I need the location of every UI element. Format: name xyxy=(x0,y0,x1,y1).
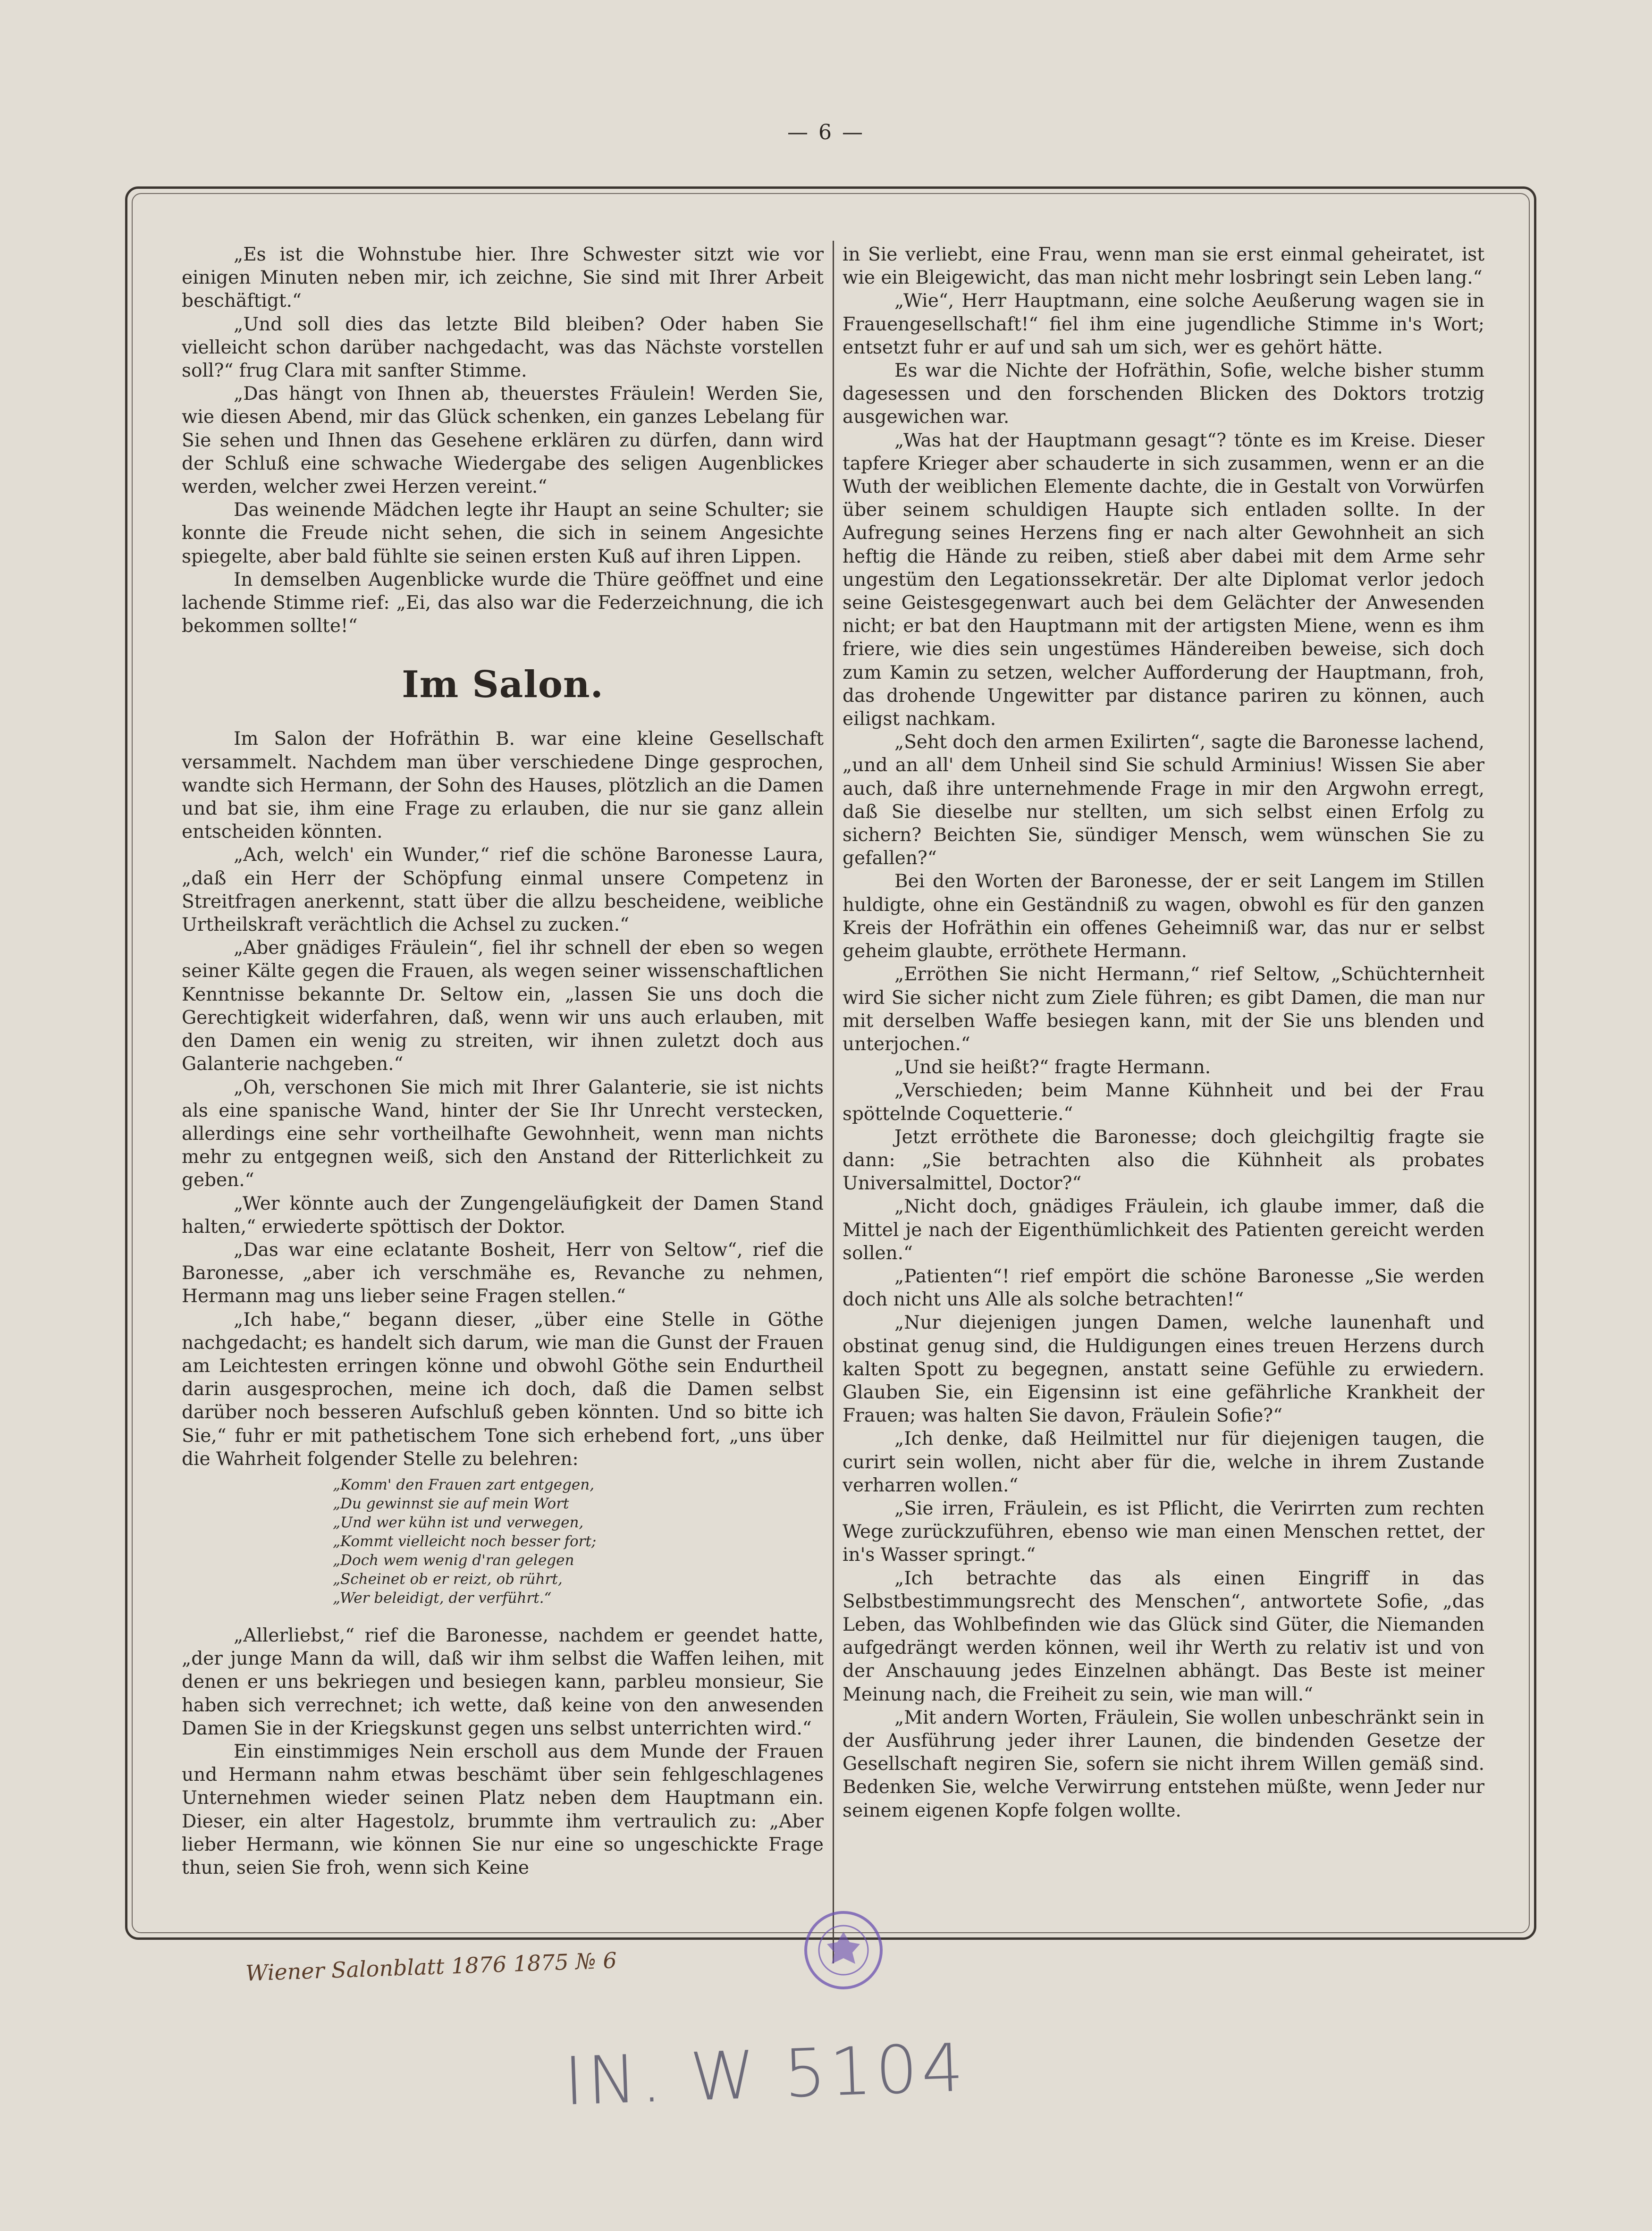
paragraph: „Oh, verschonen Sie mich mit Ihrer Galanterie, sie ist nichts als eine spanische Wand, hinter der Sie Ihr Unrecht verstecken, allerdings eine sehr vortheilhafte Gewohnheit, wenn man nichts mehr zu entgegnen weiß, sich den Anstand der Ritterlichkeit zu geben.“ xyxy=(182,1077,824,1191)
shelfmark: IN. W 5104 xyxy=(563,2029,969,2121)
poem-line: „Komm' den Frauen zart entgegen, xyxy=(333,1476,595,1493)
left-paragraphs-after-poem xyxy=(182,1624,824,1879)
paragraph: „Allerliebst,“ rief die Baronesse, nachdem er geendet hatte, „der junge Mann da will, daß wir ihm selbst die Waffen leihen, mit denen er uns bekriegen und besiegen kann, parbleu monsieur, Sie haben sich verrechnet; ich wette, daß keine von den anwesenden Damen Sie in der Kriegskunst gegen uns selbst unterrichten wird.“ xyxy=(182,1625,824,1739)
paragraph: „Wie“, Herr Hauptmann, eine solche Aeußerung wagen sie in Frauengesellschaft!“ fiel ihm eine jugendliche Stimme in's Wort; entsetzt fuhr er auf und sah um sich, wer es gehört hätte. xyxy=(843,290,1484,358)
paragraph: Bei den Worten der Baronesse, der er seit Langem im Stillen huldigte, ohne ein Geständniß zu wagen, obwohl es für den ganzen Kreis der Hofräthin ein offenes Geheimniß war, das nur er selbst geheim glaubte, erröthete Hermann. xyxy=(843,871,1484,962)
paragraph: Ein einstimmiges Nein erscholl aus dem Munde der Frauen und Hermann nahm etwas beschämt über sein fehlgeschlagenes Unternehmen wieder seinen Platz neben dem Hauptmann ein. Dieser, ein alter Hagestolz, brummte ihm vertraulich zu: „Aber lieber Hermann, wie können Sie nur eine so ungeschickte Frage thun, seien Sie froh, wenn sich Keine xyxy=(182,1741,824,1878)
paragraph: „Und soll dies das letzte Bild bleiben? Oder haben Sie vielleicht schon darüber nachgedacht, was das Nächste vorstellen soll?“ frug Clara mit sanfter Stimme. xyxy=(182,313,824,382)
poem xyxy=(333,1475,824,1608)
poem-line: „Doch wem wenig d'ran gelegen xyxy=(333,1551,574,1569)
left-paragraphs-before xyxy=(182,243,824,638)
paragraph: „Aber gnädiges Fräulein“, fiel ihr schnell der eben so wegen seiner Kälte gegen die Frauen, als wegen seiner wissenschaftlichen Kenntnisse bekannte Dr. Seltow ein, „lassen Sie uns doch die Gerechtigkeit widerfahren, daß, wenn wir uns auch erlauben, mit den Damen ein wenig zu streiten, wir ihnen zuletzt doch aus Galanterie nachgeben.“ xyxy=(182,937,824,1075)
paragraph: Es war die Nichte der Hofräthin, Sofie, welche bisher stumm dagesessen und den forschenden Blicken des Doktors trotzig ausgewichen war. xyxy=(843,360,1484,428)
right-column xyxy=(843,243,1484,1949)
paragraph: „Was hat der Hauptmann gesagt“? tönte es im Kreise. Dieser tapfere Krieger aber schauderte in sich zusammen, wenn er an die Wuth der weiblichen Elemente dachte, die in Gestalt von Vorwürfen über seinem schuldigen Haupte sich entladen sollte. In der Aufregung seines Herzens fing er nach alter Gewohnheit an sich heftig die Hände zu reiben, stieß aber dabei mit dem Arme sehr ungestüm den Legationssekretär. Der alte Diplomat verlor jedoch seine Geistesgegenwart auch bei dem Gelächter der Anwesenden nicht; er bat den Hauptmann mit der artigsten Miene, wenn es ihm friere, wie dies sein ungestümes Händereiben beweise, sich doch zum Kamin zu setzen, welcher Aufforderung der Hauptmann, froh, das drohende Ungewitter par distance pariren zu können, auch eiligst nachkam. xyxy=(843,429,1484,730)
section-heading: Im Salon. xyxy=(402,663,604,707)
right-paragraphs xyxy=(843,243,1484,1822)
paragraph: „Das hängt von Ihnen ab, theuerstes Fräulein! Werden Sie, wie diesen Abend, mir das Glück schenken, ein ganzes Lebelang für Sie sehen und Ihnen das Gesehene erklären zu dürfen, dann wird der Schluß eine schwache Wiedergabe des seligen Augenblickes werden, welcher zwei Herzen vereint.“ xyxy=(182,383,824,498)
paragraph: „Ich habe,“ begann dieser, „über eine Stelle in Göthe nachgedacht; es handelt sich darum, wie man die Gunst der Frauen am Leichtesten erringen könne und obwohl Göthe sein Endurtheil darin ausgesprochen, meine ich doch, daß die Damen selbst darüber noch besseren Aufschluß geben könnten. Und so bitte ich Sie,“ fuhr er mit pathetischem Tone sich erhebend fort, „uns über die Wahrheit folgender Stelle zu belehren: xyxy=(182,1309,824,1470)
paragraph: „Und sie heißt?“ fragte Hermann. xyxy=(894,1057,1211,1078)
paragraph: „Verschieden; beim Manne Kühnheit und bei der Frau spöttelnde Coquetterie.“ xyxy=(843,1080,1484,1125)
paragraph: Im Salon der Hofräthin B. war eine kleine Gesellschaft versammelt. Nachdem man über verschiedene Dinge gesprochen, wandte sich Hermann, der Sohn des Hauses, plötzlich an die Damen und bat sie, ihm eine Frage zu erlauben, die nur sie ganz allein entscheiden könnten. xyxy=(182,728,824,843)
paragraph: „Nur diejenigen jungen Damen, welche launenhaft und obstinat genug sind, die Huldigungen eines treuen Herzens durch kalten Spott zu begegnen, anstatt seine Gefühle zu erwiedern. Glauben Sie, ein Eigensinn ist eine gefährliche Krankheit der Frauen; was halten Sie davon, Fräulein Sofie?“ xyxy=(843,1312,1484,1427)
poem-line: „Scheinet ob er reizt, ob rührt, xyxy=(333,1570,563,1588)
paragraph: „Wer könnte auch der Zungengeläufigkeit der Damen Stand halten,“ erwiederte spöttisch der Doktor. xyxy=(182,1193,824,1238)
paragraph: „Das war eine eclatante Bosheit, Herr von Seltow“, rief die Baronesse, „aber ich verschmähe es, Revanche zu nehmen, Hermann mag uns lieber seine Fragen stellen.“ xyxy=(182,1239,824,1307)
paragraph: „Nicht doch, gnädiges Fräulein, ich glaube immer, daß die Mittel je nach der Eigenthümlichkeit des Patienten gereicht werden sollen.“ xyxy=(843,1196,1484,1264)
poem-line: „Kommt vielleicht noch besser fort; xyxy=(333,1532,597,1550)
handwritten-note: Wiener Salonblatt 1876 1875 № 6 xyxy=(245,1947,617,1986)
left-paragraphs-after xyxy=(182,727,824,1471)
paragraph: „Ach, welch' ein Wunder,“ rief die schöne Baronesse Laura, „daß ein Herr der Schöpfung einmal unsere Competenz in Streitfragen anerkennt, statt über die allzu bescheidene, weibliche Urtheilskraft verächtlich die Achsel zu zucken.“ xyxy=(182,844,824,936)
paragraph: „Sie irren, Fräulein, es ist Pflicht, die Verirrten zum rechten Wege zurückzuführen, ebenso wie man einen Menschen rettet, der in's Wasser springt.“ xyxy=(843,1498,1484,1566)
page-number: — 6 — xyxy=(787,120,865,144)
paragraph: „Erröthen Sie nicht Hermann,“ rief Seltow, „Schüchternheit wird Sie sicher nicht zum Ziele führen; es gibt Damen, die man nur mit derselben Waffe besiegen kann, mit der Sie uns blenden und unterjochen.“ xyxy=(843,964,1484,1055)
paragraph: „Mit andern Worten, Fräulein, Sie wollen unbeschränkt sein in der Ausführung jeder ihrer Launen, die bindenden Gesetze der Gesellschaft negiren Sie, sofern sie nicht ihrem Willen gemäß sind. Bedenken Sie, welche Verwirrung entstehen müßte, wenn Jeder nur seinem eigenen Kopfe folgen wollte. xyxy=(843,1707,1484,1821)
paragraph: „Seht doch den armen Exilirten“, sagte die Baronesse lachend, „und an all' dem Unheil sind Sie schuld Arminius! Wissen Sie aber auch, daß ihre unternehmende Frage in mir den Argwohn erregt, daß Sie dieselbe nur stellten, um sich selbst einen Erfolg zu sichern? Beichten Sie, sündiger Mensch, wem wünschen Sie zu gefallen?“ xyxy=(843,732,1484,869)
paragraph: Jetzt erröthete die Baronesse; doch gleichgiltig fragte sie dann: „Sie betrachten also die Kühnheit als probates Universalmittel, Doctor?“ xyxy=(843,1126,1484,1195)
poem-line: „Und wer kühn ist und verwegen, xyxy=(333,1514,584,1531)
paragraph: in Sie verliebt, eine Frau, wenn man sie erst einmal geheiratet, ist wie ein Bleigewicht, das man nicht mehr losbringt sein Leben lang.“ xyxy=(843,244,1484,289)
paragraph: „Ich betrachte das als einen Eingriff in das Selbstbestimmungsrecht des Menschen“, antwortete Sofie, „das Leben, das Wohlbefinden wie das Glück sind Güter, die Niemanden aufgedrängt werden können, weil ihr Werth zu relativ ist und von der Anschauung jedes Einzelnen abhängt. Das Beste ist meiner Meinung nach, die Freiheit zu sein, wie man will.“ xyxy=(843,1567,1484,1705)
paragraph: In demselben Augenblicke wurde die Thüre geöffnet und eine lachende Stimme rief: „Ei, das also war die Federzeichnung, die ich bekommen sollte!“ xyxy=(182,569,824,637)
poem-line: „Du gewinnst sie auf mein Wort xyxy=(333,1495,569,1512)
paragraph: „Ich denke, daß Heilmittel nur für diejenigen taugen, die curirt sein wollen, nicht aber für die, welche in ihrem Zustande verharren wollen.“ xyxy=(843,1428,1484,1496)
paragraph: Das weinende Mädchen legte ihr Haupt an seine Schulter; sie konnte die Freude nicht sehen, die sich in seinem Angesichte spiegelte, aber bald fühlte sie seinen ersten Kuß auf ihren Lippen. xyxy=(182,499,824,567)
column-divider xyxy=(833,241,834,1963)
paragraph: „Es ist die Wohnstube hier. Ihre Schwester sitzt wie vor einigen Minuten neben mir, ich zeichne, Sie sind mit Ihrer Arbeit beschäftigt.“ xyxy=(182,244,824,312)
paragraph: „Patienten“! rief empört die schöne Baronesse „Sie werden doch nicht uns Alle als solche betrachten!“ xyxy=(843,1265,1484,1311)
library-stamp xyxy=(802,1909,885,1992)
left-column xyxy=(182,243,824,1949)
poem-line: „Wer beleidigt, der verführt.“ xyxy=(333,1589,552,1607)
